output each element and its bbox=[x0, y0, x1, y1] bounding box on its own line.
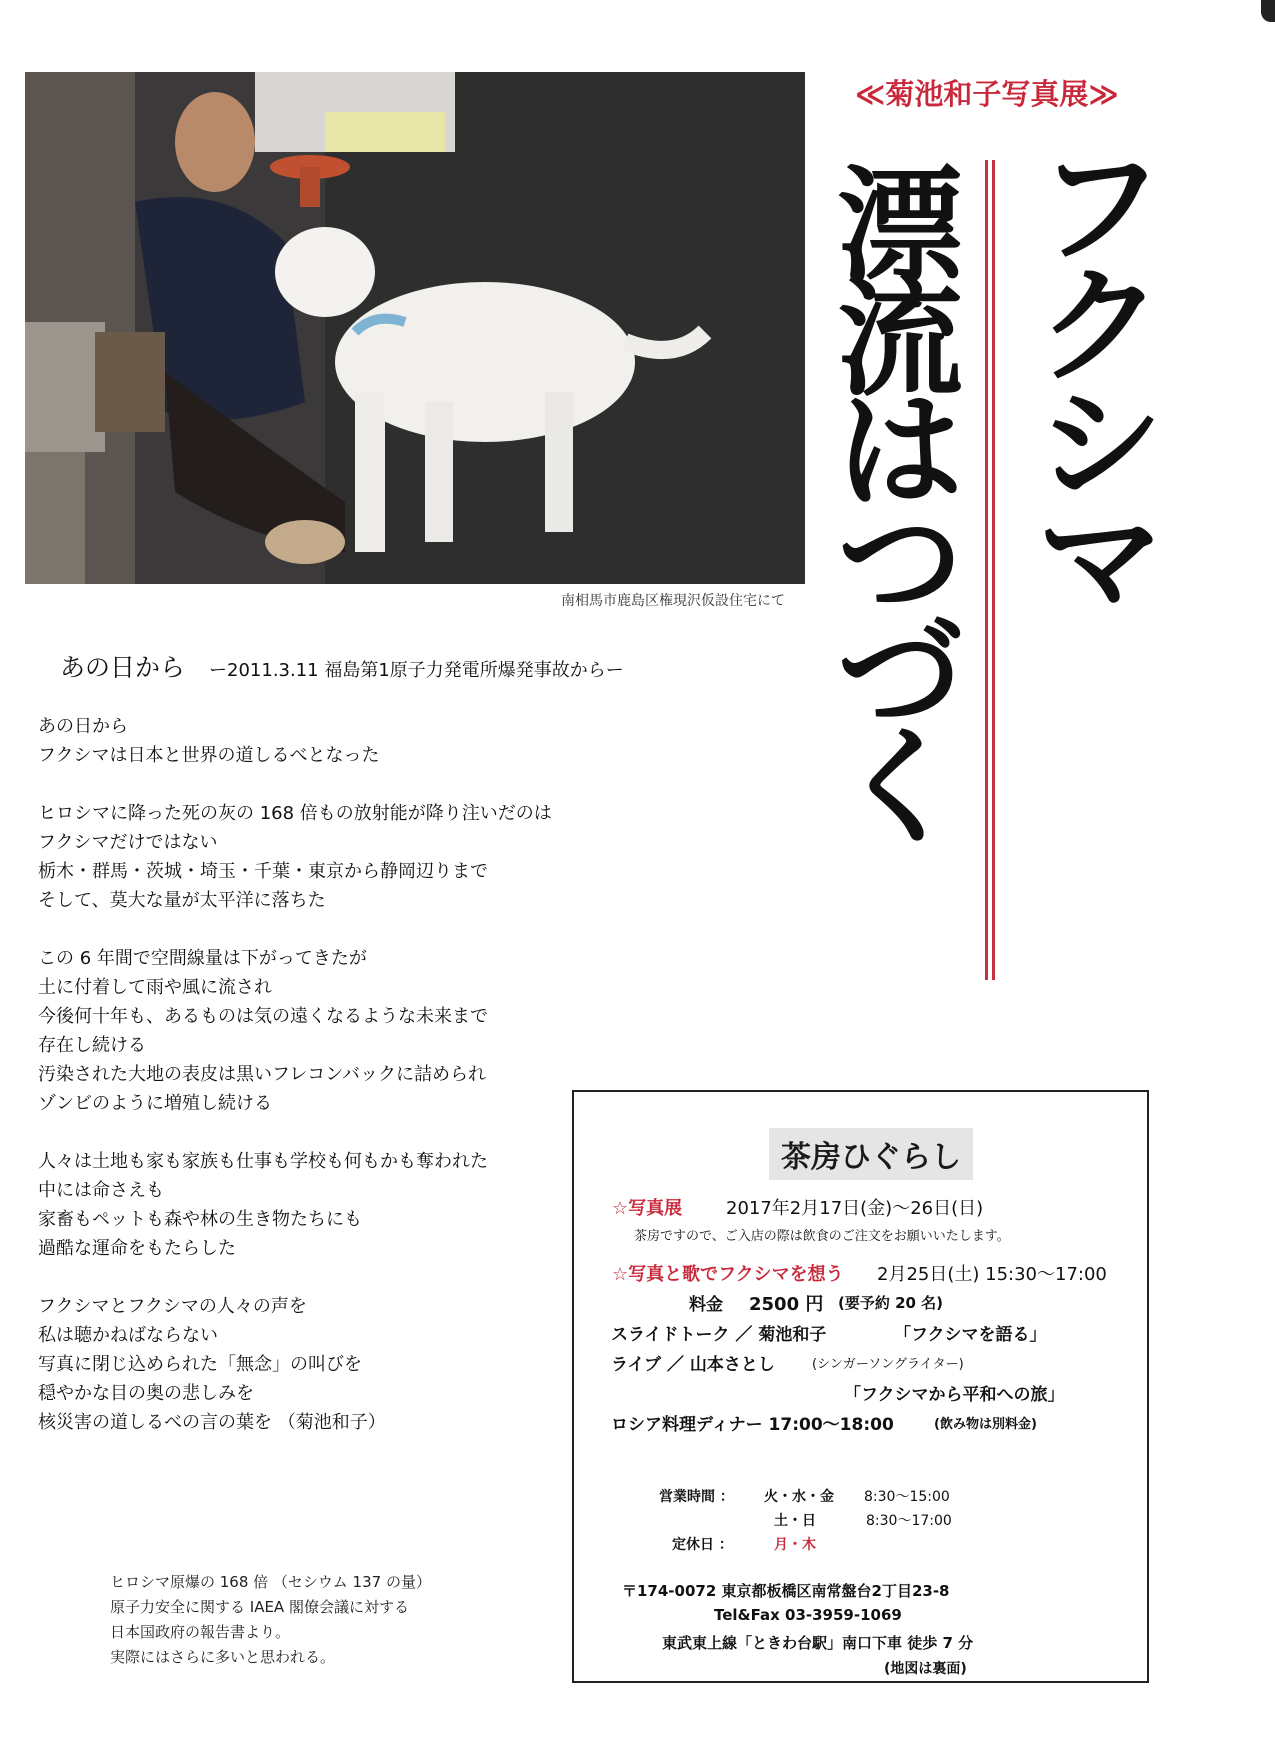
fee-label: 料金 bbox=[689, 1295, 723, 1315]
poem-title: あの日から bbox=[60, 653, 186, 682]
poem-line: 土に付着して雨や風に流され bbox=[38, 977, 272, 998]
hours-label: 営業時間 ： bbox=[659, 1489, 734, 1505]
photo bbox=[25, 72, 805, 584]
event-date: 2月25日(土) 15:30～17:00 bbox=[877, 1264, 1107, 1285]
footnote bbox=[110, 1570, 431, 1670]
event-label: ☆写真と歌でフクシマを想う bbox=[612, 1264, 844, 1285]
title-drift-continues bbox=[830, 154, 970, 1012]
poem-line: 存在し続ける bbox=[38, 1035, 146, 1056]
title-rule bbox=[985, 160, 988, 980]
exhibit-section-label: ☆写真展 bbox=[612, 1198, 683, 1219]
poem-line: 中には命さえも bbox=[38, 1180, 164, 1201]
poem-line: 私は聴かねばならない bbox=[38, 1325, 218, 1346]
title-glyph: つ bbox=[837, 490, 963, 637]
poem-stanza bbox=[38, 1147, 598, 1263]
poem-body bbox=[38, 712, 598, 1466]
poem-line: 今後何十年も、あるものは気の遠くなるような未来まで bbox=[38, 1006, 488, 1027]
footnote-line: ヒロシマ原爆の 168 倍 （セシウム 137 の量） bbox=[110, 1573, 431, 1591]
live-performer-role: (シンガーソングライター) bbox=[812, 1357, 964, 1372]
poem-line: フクシマは日本と世界の道しるべとなった bbox=[38, 745, 380, 766]
slide-talk-title: 「フクシマを語る」 bbox=[894, 1325, 1047, 1345]
fee-value: 2500 円 bbox=[749, 1294, 824, 1315]
poem-line: 汚染された大地の表皮は黒いフレコンバックに詰められ bbox=[38, 1064, 487, 1085]
poem-stanza bbox=[38, 1292, 598, 1437]
poem-line: この 6 年間で空間線量は下がってきたが bbox=[38, 948, 367, 969]
poem-line: ゾンビのように増殖し続ける bbox=[38, 1093, 272, 1114]
poem-stanza bbox=[38, 712, 598, 770]
title-rule bbox=[992, 160, 995, 980]
live-performer: ライブ ／ 山本さとし bbox=[611, 1355, 775, 1375]
poem-line: 家畜もペットも森や林の生き物たちにも bbox=[38, 1209, 362, 1230]
poem-line: 人々は土地も家も家族も仕事も学校も何もかも奪われた bbox=[38, 1151, 488, 1172]
poem-line: 核災害の道しるべの言の葉を （菊池和子） bbox=[38, 1412, 386, 1433]
title-glyph: ク bbox=[1037, 253, 1163, 400]
title-glyph: く bbox=[837, 714, 963, 861]
hours-time-weekday: 8:30～15:00 bbox=[864, 1489, 950, 1505]
photo-caption: 南相馬市鹿島区権現沢仮設住宅にて bbox=[561, 593, 785, 609]
poem-line: 写真に閉じ込められた「無念」の叫びを bbox=[38, 1354, 362, 1375]
title-glyph: マ bbox=[1037, 489, 1163, 636]
tel-fax: Tel&Fax 03-3959-1069 bbox=[714, 1606, 902, 1624]
fee-note: (要予約 20 名) bbox=[838, 1294, 944, 1312]
poem-line: 栃木・群馬・茨城・埼玉・千葉・東京から静岡辺りまで bbox=[38, 861, 488, 882]
dinner-note: (飲み物は別料金) bbox=[934, 1417, 1037, 1432]
venue-info-box bbox=[572, 1090, 1149, 1683]
poem-subtitle: ー2011.3.11 福島第1原子力発電所爆発事故からー bbox=[209, 660, 624, 681]
poem-line: 穏やかな目の奥の悲しみを bbox=[38, 1383, 254, 1404]
poem-line: そして、莫大な量が太平洋に落ちた bbox=[38, 890, 326, 911]
title-fukushima bbox=[1030, 135, 1170, 1000]
footnote-line: 原子力安全に関する IAEA 閣僚会議に対する bbox=[110, 1598, 409, 1616]
live-title: 「フクシマから平和への旅」 bbox=[844, 1385, 1065, 1405]
address: 〒174-0072 東京都板橋区南常盤台2丁目23-8 bbox=[622, 1582, 950, 1600]
exhibit-dates: 2017年2月17日(金)～26日(日) bbox=[726, 1198, 984, 1219]
poem-line: フクシマだけではない bbox=[38, 832, 218, 853]
hours-days-weekday: 火・水・金 bbox=[764, 1489, 834, 1505]
dinner: ロシア料理ディナー 17:00～18:00 bbox=[611, 1415, 894, 1435]
exhibit-note: 茶房ですので、ご入店の際は飲食のご注文をお願いいたします。 bbox=[634, 1229, 1010, 1244]
corner-mark bbox=[1261, 0, 1275, 22]
closed-days: 月・木 bbox=[774, 1537, 816, 1553]
poem-line: フクシマとフクシマの人々の声を bbox=[38, 1296, 307, 1317]
footnote-line: 実際にはさらに多いと思われる。 bbox=[110, 1648, 336, 1666]
footnote-line: 日本国政府の報告書より。 bbox=[110, 1623, 291, 1641]
closed-label: 定休日 ： bbox=[672, 1537, 733, 1553]
title-glyph: 漂 bbox=[837, 154, 963, 301]
title-glyph: は bbox=[837, 378, 963, 525]
title-glyph: シ bbox=[1037, 371, 1163, 518]
photo-illustration bbox=[25, 72, 805, 584]
hours-time-weekend: 8:30～17:00 bbox=[866, 1513, 952, 1529]
slide-talk: スライドトーク ／ 菊池和子 bbox=[611, 1325, 827, 1345]
poem-heading bbox=[60, 648, 624, 684]
title-glyph: フ bbox=[1037, 135, 1163, 282]
exhibit-label: ≪菊池和子写真展≫ bbox=[855, 77, 1119, 111]
access: 東武東上線「ときわ台駅」南口下車 徒歩 7 分 bbox=[662, 1634, 974, 1652]
poem-line: 過酷な運命をもたらした bbox=[38, 1238, 236, 1259]
title-glyph: 流 bbox=[837, 266, 963, 413]
poem-line: あの日から bbox=[38, 716, 128, 737]
poem-stanza bbox=[38, 799, 598, 915]
map-note: (地図は裏面) bbox=[884, 1661, 967, 1677]
hours-days-weekend: 土・日 bbox=[774, 1513, 816, 1529]
poem-line: ヒロシマに降った死の灰の 168 倍もの放射能が降り注いだのは bbox=[38, 803, 552, 824]
poem-stanza bbox=[38, 944, 598, 1118]
title-glyph: づ bbox=[837, 602, 963, 749]
venue-name: 茶房ひぐらし bbox=[769, 1128, 973, 1180]
